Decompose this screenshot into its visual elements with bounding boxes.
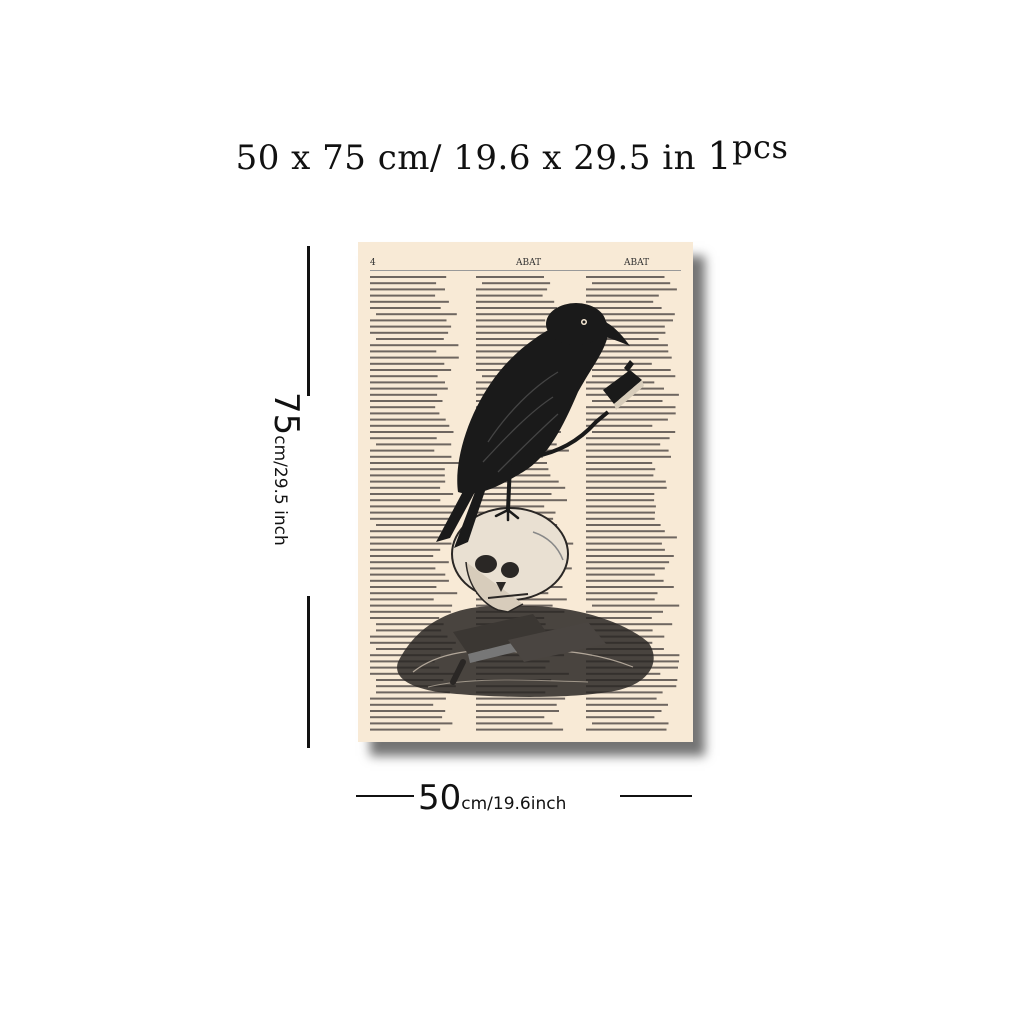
height-unit: cm/29.5 inch: [270, 435, 290, 546]
height-dimension-label: [266, 392, 306, 546]
size-title: [0, 128, 1024, 178]
header-right: ABAT: [624, 258, 650, 268]
raven-illustration: [358, 242, 693, 742]
width-dimension-line-left: [356, 795, 414, 797]
width-dimension-label: [418, 778, 566, 818]
canvas-print: [358, 242, 693, 742]
quantity-unit: pcs: [732, 128, 789, 166]
width-unit: cm/19.6inch: [461, 794, 567, 814]
height-dimension-line-top: [307, 246, 310, 396]
height-dimension-line-bottom: [307, 596, 310, 748]
header-center: ABAT: [516, 258, 542, 268]
width-value: 50: [418, 778, 462, 818]
size-cm: 50 x 75 cm/: [235, 138, 442, 179]
size-in: 19.6 x 29.5 in: [453, 138, 697, 179]
quantity: 1: [707, 134, 733, 179]
page-number: 4: [370, 258, 376, 268]
height-value: 75: [266, 392, 306, 436]
width-dimension-line-right: [620, 795, 692, 797]
